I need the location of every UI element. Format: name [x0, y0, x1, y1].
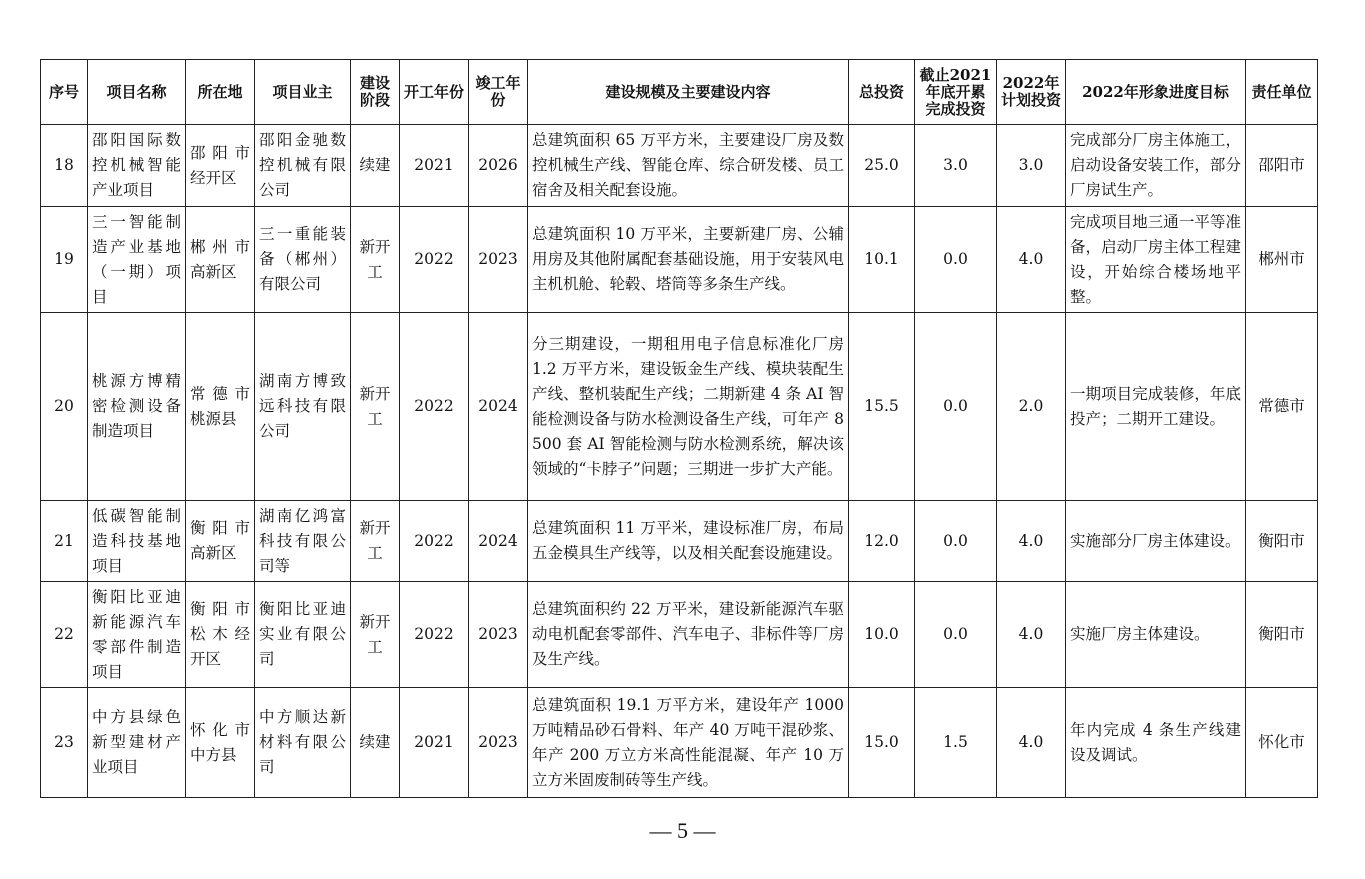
header-cell: 所在地: [186, 60, 255, 125]
cell-name: 邵阳国际数控机械智能产业项目: [88, 125, 186, 207]
cell-stage: 新开工: [351, 313, 400, 501]
cell-target: 完成项目地三通一平等准备，启动厂房主体工程建设，开始综合楼场地平整。: [1066, 207, 1246, 313]
cell-total: 15.5: [849, 313, 915, 501]
cell-unit: 邵阳市: [1246, 125, 1318, 207]
header-row: [41, 60, 1318, 125]
cell-done: 0.0: [915, 207, 997, 313]
cell-total: 12.0: [849, 501, 915, 582]
header-cell: 竣工年份: [469, 60, 528, 125]
cell-owner: 衡阳比亚迪实业有限公司: [255, 582, 351, 688]
header-cell: 2022年计划投资: [997, 60, 1066, 125]
cell-stage: 续建: [351, 688, 400, 798]
cell-no: 21: [41, 501, 88, 582]
cell-end: 2024: [469, 501, 528, 582]
header-cell: 2022年形象进度目标: [1066, 60, 1246, 125]
cell-end: 2024: [469, 313, 528, 501]
cell-done: 3.0: [915, 125, 997, 207]
page-number: — 5 —: [649, 818, 716, 843]
cell-stage: 新开工: [351, 501, 400, 582]
cell-start: 2022: [400, 207, 469, 313]
table-row: [41, 313, 1318, 501]
cell-name: 桃源方博精密检测设备制造项目: [88, 313, 186, 501]
cell-done: 0.0: [915, 582, 997, 688]
cell-unit: 衡阳市: [1246, 582, 1318, 688]
cell-location: 衡阳市高新区: [186, 501, 255, 582]
cell-owner: 湖南方博致远科技有限公司: [255, 313, 351, 501]
cell-stage: 新开工: [351, 207, 400, 313]
table-row: [41, 125, 1318, 207]
cell-no: 20: [41, 313, 88, 501]
cell-content: 总建筑面积约 22 万平米，建设新能源汽车驱动电机配套零部件、汽车电子、非标件等厂房及生产线。: [528, 582, 849, 688]
cell-target: 年内完成 4 条生产线建设及调试。: [1066, 688, 1246, 798]
cell-location: 衡阳市松木经开区: [186, 582, 255, 688]
cell-no: 23: [41, 688, 88, 798]
cell-start: 2022: [400, 501, 469, 582]
cell-location: 郴州市高新区: [186, 207, 255, 313]
cell-plan: 4.0: [997, 207, 1066, 313]
cell-no: 19: [41, 207, 88, 313]
cell-done: 0.0: [915, 313, 997, 501]
table-row: [41, 207, 1318, 313]
cell-done: 0.0: [915, 501, 997, 582]
table-row: [41, 582, 1318, 688]
cell-start: 2022: [400, 313, 469, 501]
cell-name: 三一智能制造产业基地（一期）项目: [88, 207, 186, 313]
cell-plan: 2.0: [997, 313, 1066, 501]
cell-total: 10.0: [849, 582, 915, 688]
table-row: [41, 501, 1318, 582]
cell-start: 2022: [400, 582, 469, 688]
cell-total: 25.0: [849, 125, 915, 207]
cell-unit: 郴州市: [1246, 207, 1318, 313]
cell-stage: 续建: [351, 125, 400, 207]
header-cell: 项目名称: [88, 60, 186, 125]
cell-total: 15.0: [849, 688, 915, 798]
cell-content: 总建筑面积 10 万平米，主要新建厂房、公辅用房及其他附属配套基础设施，用于安装风电主机机舱、轮毂、塔筒等多条生产线。: [528, 207, 849, 313]
header-cell: 责任单位: [1246, 60, 1318, 125]
cell-content: 总建筑面积 65 万平方米，主要建设厂房及数控机械生产线、智能仓库、综合研发楼、员工宿舍及相关配套设施。: [528, 125, 849, 207]
cell-start: 2021: [400, 688, 469, 798]
cell-start: 2021: [400, 125, 469, 207]
cell-content: 总建筑面积 11 万平米，建设标准厂房，布局五金模具生产线等，以及相关配套设施建设。: [528, 501, 849, 582]
header-cell: 开工年份: [400, 60, 469, 125]
cell-owner: 三一重能装备（郴州）有限公司: [255, 207, 351, 313]
cell-no: 22: [41, 582, 88, 688]
cell-unit: 衡阳市: [1246, 501, 1318, 582]
header-cell: 总投资: [849, 60, 915, 125]
cell-target: 一期项目完成装修，年底投产；二期开工建设。: [1066, 313, 1246, 501]
cell-target: 实施部分厂房主体建设。: [1066, 501, 1246, 582]
cell-end: 2026: [469, 125, 528, 207]
cell-end: 2023: [469, 688, 528, 798]
cell-plan: 4.0: [997, 688, 1066, 798]
header-cell: 序号: [41, 60, 88, 125]
cell-target: 实施厂房主体建设。: [1066, 582, 1246, 688]
cell-location: 邵阳市经开区: [186, 125, 255, 207]
cell-end: 2023: [469, 582, 528, 688]
header-cell: 建设阶段: [351, 60, 400, 125]
cell-location: 常德市桃源县: [186, 313, 255, 501]
cell-owner: 湖南亿鸿富科技有限公司等: [255, 501, 351, 582]
cell-total: 10.1: [849, 207, 915, 313]
cell-location: 怀化市中方县: [186, 688, 255, 798]
header-cell: 项目业主: [255, 60, 351, 125]
cell-content: 总建筑面积 19.1 万平方米，建设年产 1000 万吨精品砂石骨料、年产 40 万吨干混砂浆、年产 200 万立方米高性能混凝、年产 10 万立方米固废制砖等生产线。: [528, 688, 849, 798]
cell-plan: 4.0: [997, 501, 1066, 582]
header-cell: 截止2021年底开累完成投资: [915, 60, 997, 125]
cell-unit: 常德市: [1246, 313, 1318, 501]
project-table: [40, 59, 1318, 798]
cell-content: 分三期建设，一期租用电子信息标准化厂房 1.2 万平方米，建设钣金生产线、模块装配生产线、整机装配生产线；二期新建 4 条 AI 智能检测设备与防水检测设备生产线，可年产 8500 套 AI 智能检测与防水检测系统，解决该领域的“卡脖子”问题；三期进一步扩大产能。: [528, 313, 849, 501]
header-cell: 建设规模及主要建设内容: [528, 60, 849, 125]
cell-plan: 4.0: [997, 582, 1066, 688]
table-row: [41, 688, 1318, 798]
cell-owner: 中方顺达新材料有限公司: [255, 688, 351, 798]
cell-no: 18: [41, 125, 88, 207]
cell-stage: 新开工: [351, 582, 400, 688]
cell-name: 中方县绿色新型建材产业项目: [88, 688, 186, 798]
cell-owner: 邵阳金驰数控机械有限公司: [255, 125, 351, 207]
cell-name: 低碳智能制造科技基地项目: [88, 501, 186, 582]
cell-target: 完成部分厂房主体施工，启动设备安装工作，部分厂房试生产。: [1066, 125, 1246, 207]
cell-plan: 3.0: [997, 125, 1066, 207]
cell-end: 2023: [469, 207, 528, 313]
cell-done: 1.5: [915, 688, 997, 798]
cell-unit: 怀化市: [1246, 688, 1318, 798]
cell-name: 衡阳比亚迪新能源汽车零部件制造项目: [88, 582, 186, 688]
